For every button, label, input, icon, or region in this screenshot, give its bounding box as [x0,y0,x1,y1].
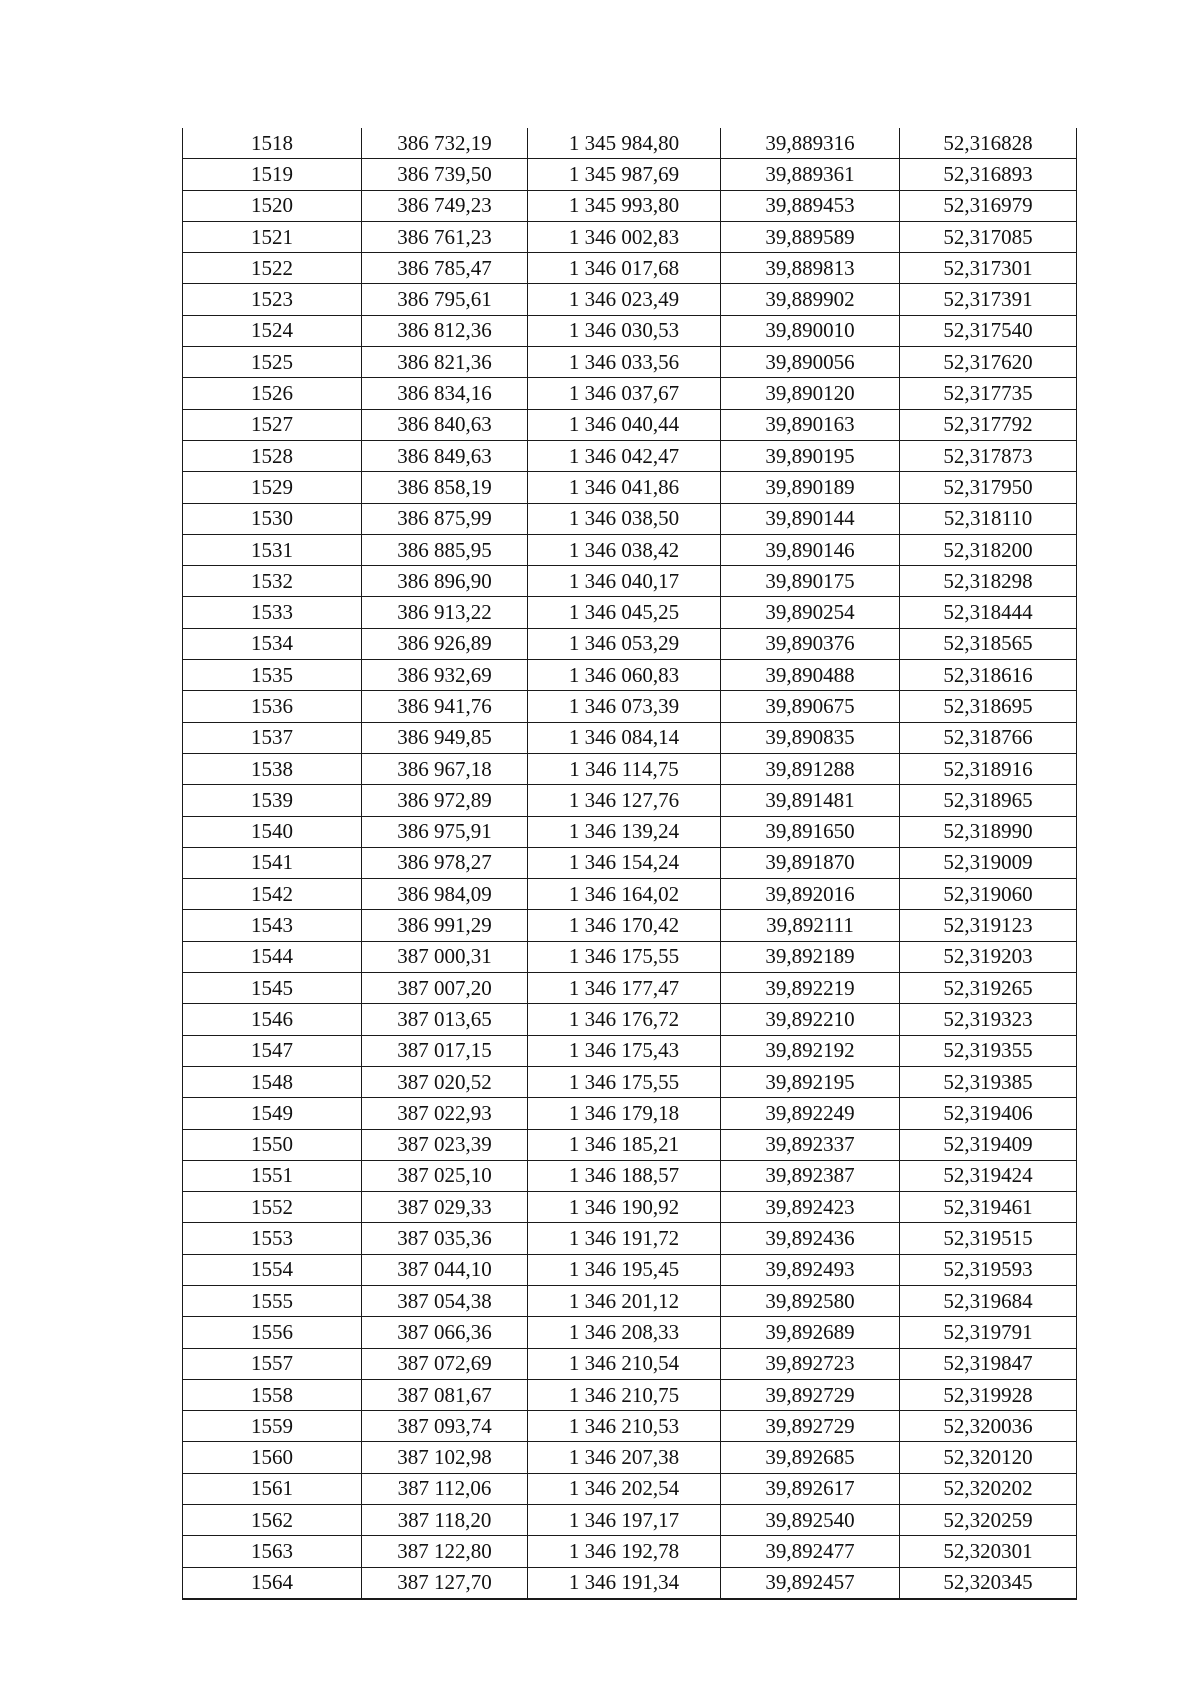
y-coordinate-cell: 1 346 190,92 [528,1192,721,1223]
point-number-cell: 1551 [183,1160,362,1191]
table-row [183,847,1077,878]
x-coordinate-cell: 387 127,70 [362,1567,528,1599]
y-coordinate-cell: 1 346 185,21 [528,1129,721,1160]
latitude-cell: 52,319515 [900,1223,1077,1254]
table-row [183,472,1077,503]
longitude-cell: 39,891870 [721,847,900,878]
table-row [183,1066,1077,1097]
longitude-cell: 39,892387 [721,1160,900,1191]
table-row [183,1411,1077,1442]
y-coordinate-cell: 1 346 175,43 [528,1035,721,1066]
x-coordinate-cell: 386 913,22 [362,597,528,628]
point-number-cell: 1524 [183,315,362,346]
point-number-cell: 1541 [183,847,362,878]
longitude-cell: 39,889316 [721,128,900,159]
latitude-cell: 52,319847 [900,1348,1077,1379]
point-number-cell: 1522 [183,253,362,284]
longitude-cell: 39,889813 [721,253,900,284]
y-coordinate-cell: 1 346 210,54 [528,1348,721,1379]
table-row [183,1160,1077,1191]
table-row [183,1098,1077,1129]
table-row [183,221,1077,252]
longitude-cell: 39,892493 [721,1254,900,1285]
longitude-cell: 39,892337 [721,1129,900,1160]
point-number-cell: 1518 [183,128,362,159]
latitude-cell: 52,318110 [900,503,1077,534]
x-coordinate-cell: 387 022,93 [362,1098,528,1129]
x-coordinate-cell: 386 941,76 [362,691,528,722]
x-coordinate-cell: 386 849,63 [362,440,528,471]
point-number-cell: 1545 [183,973,362,1004]
longitude-cell: 39,890175 [721,566,900,597]
latitude-cell: 52,319928 [900,1379,1077,1410]
latitude-cell: 52,319461 [900,1192,1077,1223]
longitude-cell: 39,892729 [721,1379,900,1410]
longitude-cell: 39,892111 [721,910,900,941]
point-number-cell: 1521 [183,221,362,252]
y-coordinate-cell: 1 346 017,68 [528,253,721,284]
table-body [183,128,1077,1599]
x-coordinate-cell: 386 812,36 [362,315,528,346]
latitude-cell: 52,317873 [900,440,1077,471]
latitude-cell: 52,319355 [900,1035,1077,1066]
longitude-cell: 39,892195 [721,1066,900,1097]
latitude-cell: 52,318616 [900,660,1077,691]
point-number-cell: 1550 [183,1129,362,1160]
x-coordinate-cell: 387 020,52 [362,1066,528,1097]
x-coordinate-cell: 386 932,69 [362,660,528,691]
point-number-cell: 1563 [183,1536,362,1567]
table-row [183,315,1077,346]
point-number-cell: 1534 [183,628,362,659]
x-coordinate-cell: 386 949,85 [362,722,528,753]
table-row [183,1442,1077,1473]
latitude-cell: 52,316893 [900,159,1077,190]
latitude-cell: 52,318965 [900,785,1077,816]
y-coordinate-cell: 1 346 202,54 [528,1473,721,1504]
y-coordinate-cell: 1 346 002,83 [528,221,721,252]
y-coordinate-cell: 1 346 208,33 [528,1317,721,1348]
table-row [183,190,1077,221]
latitude-cell: 52,319123 [900,910,1077,941]
latitude-cell: 52,319424 [900,1160,1077,1191]
longitude-cell: 39,891650 [721,816,900,847]
longitude-cell: 39,892580 [721,1285,900,1316]
point-number-cell: 1560 [183,1442,362,1473]
longitude-cell: 39,892617 [721,1473,900,1504]
latitude-cell: 52,318990 [900,816,1077,847]
latitude-cell: 52,317735 [900,378,1077,409]
latitude-cell: 52,320202 [900,1473,1077,1504]
y-coordinate-cell: 1 346 033,56 [528,347,721,378]
latitude-cell: 52,318916 [900,753,1077,784]
y-coordinate-cell: 1 345 984,80 [528,128,721,159]
point-number-cell: 1557 [183,1348,362,1379]
y-coordinate-cell: 1 346 073,39 [528,691,721,722]
latitude-cell: 52,319684 [900,1285,1077,1316]
y-coordinate-cell: 1 346 045,25 [528,597,721,628]
table-row [183,1192,1077,1223]
table-row [183,691,1077,722]
table-row [183,409,1077,440]
latitude-cell: 52,318444 [900,597,1077,628]
longitude-cell: 39,890056 [721,347,900,378]
x-coordinate-cell: 387 118,20 [362,1505,528,1536]
longitude-cell: 39,892477 [721,1536,900,1567]
point-number-cell: 1528 [183,440,362,471]
y-coordinate-cell: 1 346 197,17 [528,1505,721,1536]
y-coordinate-cell: 1 345 993,80 [528,190,721,221]
latitude-cell: 52,319791 [900,1317,1077,1348]
x-coordinate-cell: 387 000,31 [362,941,528,972]
longitude-cell: 39,890195 [721,440,900,471]
longitude-cell: 39,892723 [721,1348,900,1379]
y-coordinate-cell: 1 346 177,47 [528,973,721,1004]
x-coordinate-cell: 387 093,74 [362,1411,528,1442]
table-row [183,1473,1077,1504]
x-coordinate-cell: 386 840,63 [362,409,528,440]
latitude-cell: 52,319009 [900,847,1077,878]
latitude-cell: 52,319203 [900,941,1077,972]
point-number-cell: 1553 [183,1223,362,1254]
latitude-cell: 52,317301 [900,253,1077,284]
x-coordinate-cell: 386 858,19 [362,472,528,503]
point-number-cell: 1548 [183,1066,362,1097]
longitude-cell: 39,891288 [721,753,900,784]
latitude-cell: 52,319323 [900,1004,1077,1035]
longitude-cell: 39,892219 [721,973,900,1004]
x-coordinate-cell: 386 978,27 [362,847,528,878]
longitude-cell: 39,891481 [721,785,900,816]
point-number-cell: 1536 [183,691,362,722]
x-coordinate-cell: 386 967,18 [362,753,528,784]
point-number-cell: 1552 [183,1192,362,1223]
y-coordinate-cell: 1 346 175,55 [528,941,721,972]
point-number-cell: 1543 [183,910,362,941]
x-coordinate-cell: 387 072,69 [362,1348,528,1379]
x-coordinate-cell: 387 102,98 [362,1442,528,1473]
table-row [183,253,1077,284]
table-row [183,722,1077,753]
y-coordinate-cell: 1 346 210,75 [528,1379,721,1410]
y-coordinate-cell: 1 346 040,17 [528,566,721,597]
table-row [183,1536,1077,1567]
y-coordinate-cell: 1 346 040,44 [528,409,721,440]
x-coordinate-cell: 387 122,80 [362,1536,528,1567]
longitude-cell: 39,889902 [721,284,900,315]
table-row [183,1004,1077,1035]
longitude-cell: 39,892436 [721,1223,900,1254]
latitude-cell: 52,319385 [900,1066,1077,1097]
x-coordinate-cell: 387 066,36 [362,1317,528,1348]
longitude-cell: 39,889361 [721,159,900,190]
x-coordinate-cell: 387 029,33 [362,1192,528,1223]
x-coordinate-cell: 387 035,36 [362,1223,528,1254]
y-coordinate-cell: 1 346 154,24 [528,847,721,878]
longitude-cell: 39,889589 [721,221,900,252]
latitude-cell: 52,318200 [900,534,1077,565]
point-number-cell: 1527 [183,409,362,440]
latitude-cell: 52,319409 [900,1129,1077,1160]
y-coordinate-cell: 1 346 176,72 [528,1004,721,1035]
point-number-cell: 1542 [183,879,362,910]
x-coordinate-cell: 386 975,91 [362,816,528,847]
point-number-cell: 1537 [183,722,362,753]
point-number-cell: 1546 [183,1004,362,1035]
table-row [183,879,1077,910]
x-coordinate-cell: 387 044,10 [362,1254,528,1285]
table-row [183,753,1077,784]
point-number-cell: 1561 [183,1473,362,1504]
longitude-cell: 39,890675 [721,691,900,722]
y-coordinate-cell: 1 346 037,67 [528,378,721,409]
table-row [183,1348,1077,1379]
table-row [183,378,1077,409]
x-coordinate-cell: 386 926,89 [362,628,528,659]
latitude-cell: 52,319593 [900,1254,1077,1285]
latitude-cell: 52,319060 [900,879,1077,910]
longitude-cell: 39,892457 [721,1567,900,1599]
x-coordinate-cell: 387 007,20 [362,973,528,1004]
latitude-cell: 52,317391 [900,284,1077,315]
point-number-cell: 1531 [183,534,362,565]
table-row [183,941,1077,972]
longitude-cell: 39,890254 [721,597,900,628]
point-number-cell: 1549 [183,1098,362,1129]
point-number-cell: 1520 [183,190,362,221]
table-row [183,660,1077,691]
y-coordinate-cell: 1 346 191,34 [528,1567,721,1599]
x-coordinate-cell: 387 081,67 [362,1379,528,1410]
latitude-cell: 52,316828 [900,128,1077,159]
longitude-cell: 39,892189 [721,941,900,972]
y-coordinate-cell: 1 346 023,49 [528,284,721,315]
latitude-cell: 52,317792 [900,409,1077,440]
point-number-cell: 1519 [183,159,362,190]
x-coordinate-cell: 386 991,29 [362,910,528,941]
table-row [183,1035,1077,1066]
point-number-cell: 1556 [183,1317,362,1348]
latitude-cell: 52,319406 [900,1098,1077,1129]
longitude-cell: 39,890144 [721,503,900,534]
point-number-cell: 1540 [183,816,362,847]
table-row [183,128,1077,159]
x-coordinate-cell: 386 739,50 [362,159,528,190]
latitude-cell: 52,320345 [900,1567,1077,1599]
point-number-cell: 1532 [183,566,362,597]
latitude-cell: 52,317620 [900,347,1077,378]
table-row [183,347,1077,378]
y-coordinate-cell: 1 346 210,53 [528,1411,721,1442]
longitude-cell: 39,892423 [721,1192,900,1223]
x-coordinate-cell: 386 984,09 [362,879,528,910]
point-number-cell: 1554 [183,1254,362,1285]
y-coordinate-cell: 1 346 191,72 [528,1223,721,1254]
latitude-cell: 52,320120 [900,1442,1077,1473]
table-row [183,973,1077,1004]
table-row [183,1254,1077,1285]
y-coordinate-cell: 1 346 188,57 [528,1160,721,1191]
y-coordinate-cell: 1 345 987,69 [528,159,721,190]
point-number-cell: 1555 [183,1285,362,1316]
y-coordinate-cell: 1 346 192,78 [528,1536,721,1567]
x-coordinate-cell: 386 885,95 [362,534,528,565]
coordinates-table [182,128,1077,1600]
point-number-cell: 1539 [183,785,362,816]
x-coordinate-cell: 387 023,39 [362,1129,528,1160]
y-coordinate-cell: 1 346 053,29 [528,628,721,659]
x-coordinate-cell: 386 875,99 [362,503,528,534]
point-number-cell: 1526 [183,378,362,409]
longitude-cell: 39,892729 [721,1411,900,1442]
x-coordinate-cell: 387 013,65 [362,1004,528,1035]
longitude-cell: 39,892192 [721,1035,900,1066]
table-row [183,284,1077,315]
y-coordinate-cell: 1 346 175,55 [528,1066,721,1097]
x-coordinate-cell: 387 112,06 [362,1473,528,1504]
y-coordinate-cell: 1 346 030,53 [528,315,721,346]
longitude-cell: 39,892540 [721,1505,900,1536]
table-row [183,816,1077,847]
table-row [183,159,1077,190]
point-number-cell: 1538 [183,753,362,784]
point-number-cell: 1530 [183,503,362,534]
table-row [183,566,1077,597]
y-coordinate-cell: 1 346 042,47 [528,440,721,471]
table-row [183,597,1077,628]
point-number-cell: 1547 [183,1035,362,1066]
point-number-cell: 1533 [183,597,362,628]
longitude-cell: 39,890146 [721,534,900,565]
x-coordinate-cell: 386 749,23 [362,190,528,221]
table-row [183,1567,1077,1599]
point-number-cell: 1525 [183,347,362,378]
latitude-cell: 52,317950 [900,472,1077,503]
y-coordinate-cell: 1 346 038,42 [528,534,721,565]
x-coordinate-cell: 386 785,47 [362,253,528,284]
y-coordinate-cell: 1 346 207,38 [528,1442,721,1473]
latitude-cell: 52,319265 [900,973,1077,1004]
x-coordinate-cell: 386 821,36 [362,347,528,378]
latitude-cell: 52,317540 [900,315,1077,346]
table-row [183,785,1077,816]
table-row [183,1505,1077,1536]
y-coordinate-cell: 1 346 139,24 [528,816,721,847]
point-number-cell: 1558 [183,1379,362,1410]
y-coordinate-cell: 1 346 114,75 [528,753,721,784]
longitude-cell: 39,892249 [721,1098,900,1129]
x-coordinate-cell: 387 054,38 [362,1285,528,1316]
x-coordinate-cell: 386 896,90 [362,566,528,597]
latitude-cell: 52,318695 [900,691,1077,722]
y-coordinate-cell: 1 346 170,42 [528,910,721,941]
table-row [183,1379,1077,1410]
longitude-cell: 39,890189 [721,472,900,503]
table-row [183,628,1077,659]
point-number-cell: 1559 [183,1411,362,1442]
table-row [183,1317,1077,1348]
y-coordinate-cell: 1 346 201,12 [528,1285,721,1316]
table-row [183,503,1077,534]
longitude-cell: 39,890488 [721,660,900,691]
point-number-cell: 1523 [183,284,362,315]
longitude-cell: 39,890376 [721,628,900,659]
point-number-cell: 1529 [183,472,362,503]
x-coordinate-cell: 387 025,10 [362,1160,528,1191]
y-coordinate-cell: 1 346 127,76 [528,785,721,816]
longitude-cell: 39,892016 [721,879,900,910]
latitude-cell: 52,317085 [900,221,1077,252]
table-row [183,440,1077,471]
latitude-cell: 52,318766 [900,722,1077,753]
x-coordinate-cell: 386 761,23 [362,221,528,252]
latitude-cell: 52,320036 [900,1411,1077,1442]
latitude-cell: 52,316979 [900,190,1077,221]
point-number-cell: 1564 [183,1567,362,1599]
x-coordinate-cell: 386 732,19 [362,128,528,159]
longitude-cell: 39,892210 [721,1004,900,1035]
longitude-cell: 39,890163 [721,409,900,440]
longitude-cell: 39,890010 [721,315,900,346]
y-coordinate-cell: 1 346 038,50 [528,503,721,534]
latitude-cell: 52,320259 [900,1505,1077,1536]
table-row [183,1285,1077,1316]
y-coordinate-cell: 1 346 084,14 [528,722,721,753]
point-number-cell: 1562 [183,1505,362,1536]
y-coordinate-cell: 1 346 060,83 [528,660,721,691]
x-coordinate-cell: 386 834,16 [362,378,528,409]
x-coordinate-cell: 386 972,89 [362,785,528,816]
point-number-cell: 1544 [183,941,362,972]
table-row [183,1223,1077,1254]
y-coordinate-cell: 1 346 041,86 [528,472,721,503]
y-coordinate-cell: 1 346 195,45 [528,1254,721,1285]
longitude-cell: 39,890120 [721,378,900,409]
latitude-cell: 52,320301 [900,1536,1077,1567]
table-row [183,534,1077,565]
longitude-cell: 39,890835 [721,722,900,753]
latitude-cell: 52,318298 [900,566,1077,597]
longitude-cell: 39,889453 [721,190,900,221]
longitude-cell: 39,892689 [721,1317,900,1348]
table-row [183,910,1077,941]
point-number-cell: 1535 [183,660,362,691]
longitude-cell: 39,892685 [721,1442,900,1473]
y-coordinate-cell: 1 346 179,18 [528,1098,721,1129]
x-coordinate-cell: 386 795,61 [362,284,528,315]
y-coordinate-cell: 1 346 164,02 [528,879,721,910]
x-coordinate-cell: 387 017,15 [362,1035,528,1066]
latitude-cell: 52,318565 [900,628,1077,659]
table-row [183,1129,1077,1160]
